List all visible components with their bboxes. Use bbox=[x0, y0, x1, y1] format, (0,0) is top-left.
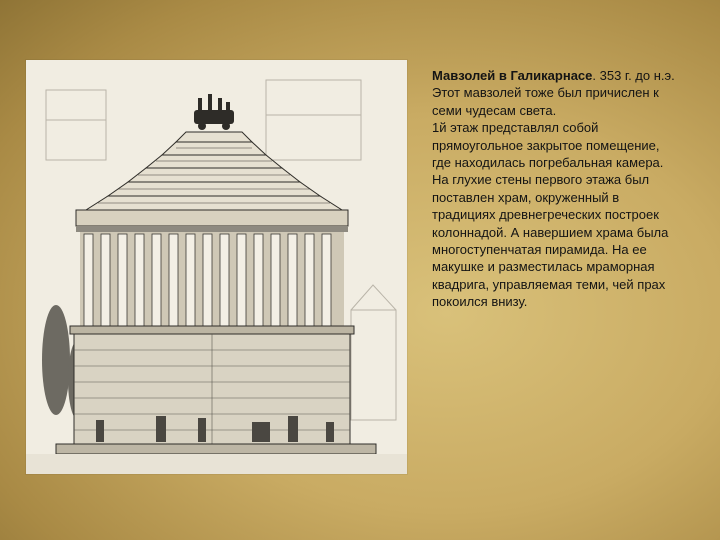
frieze bbox=[76, 226, 348, 232]
intro-text: . 353 г. до н.э. Этот мавзолей тоже был причислен к семи чудесам света. bbox=[432, 68, 675, 118]
mausoleum-illustration bbox=[26, 60, 407, 474]
body-paragraph: 1й этаж представлял собой прямоугольное закрытое помещение, где находилась погребальная камера. На глухие стены первого этажа был поставлен храм, окруженный в традициях древнегреческих построек колоннадой. А навершием храма была многоступенчатая пирамида. На ее макушке и разместилась мраморная квадрига, управляемая теми, чей прах покоился внизу. bbox=[432, 120, 669, 310]
heading-title: Мавзолей в Галикарнасе bbox=[432, 68, 593, 83]
ground bbox=[26, 454, 407, 474]
description-text bbox=[432, 67, 682, 311]
columns bbox=[84, 234, 331, 326]
mausoleum-drawing bbox=[26, 60, 407, 474]
ground-platform bbox=[56, 444, 376, 454]
quadriga-icon bbox=[194, 94, 234, 130]
entablature bbox=[76, 210, 348, 226]
stepped-pyramid bbox=[86, 132, 342, 210]
stylobate bbox=[70, 326, 354, 334]
intro-paragraph bbox=[432, 67, 682, 119]
